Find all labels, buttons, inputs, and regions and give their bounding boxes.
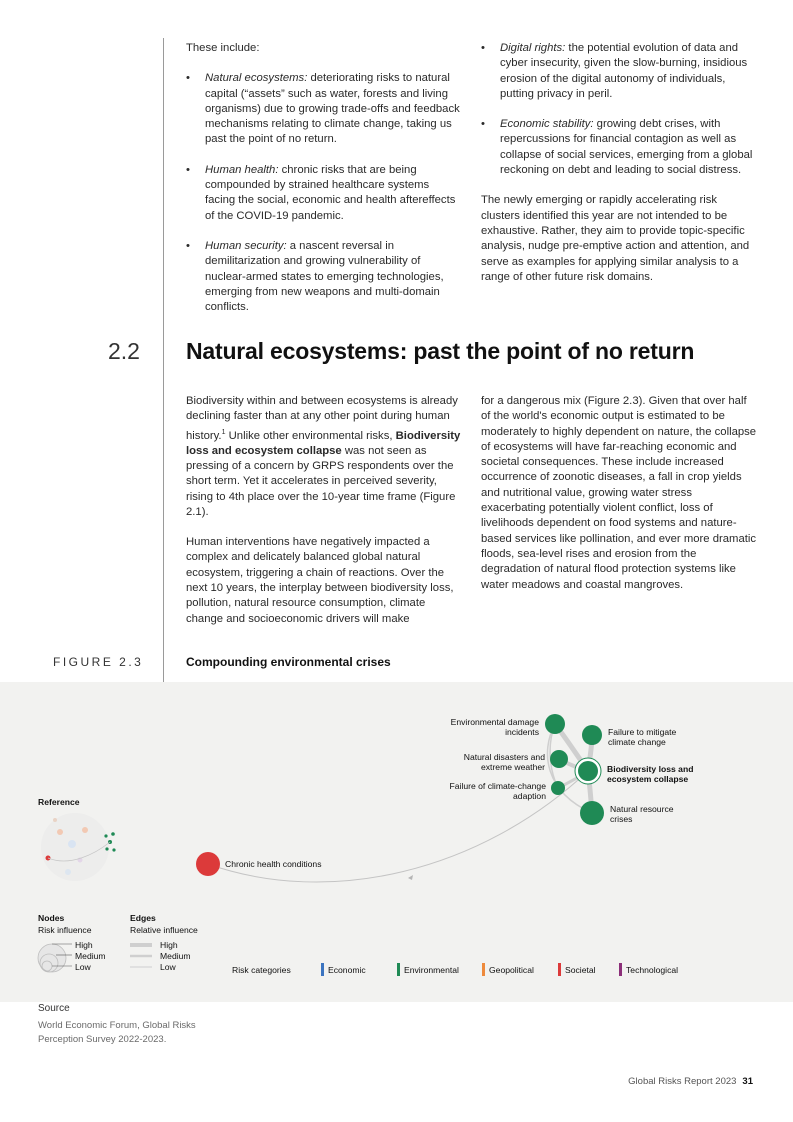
list-item: • Human security: a nascent reversal in demilitarization and growing vulnerability of nuclear-armed states to emerging technologies, emerging from new weapons and multi-domain conflicts. (186, 239, 461, 315)
section-title: Natural ecosystems: past the point of no return (186, 338, 695, 364)
legend-category-geopolitical: Geopolitical (489, 965, 534, 975)
list-item: • Digital rights: the potential evolution of data and cyber insecurity, given the slow-burning, insidious erosion of the digital autonomy of individuals, putting privacy in peril. (481, 41, 756, 102)
label-chronic-health: Chronic health conditions (225, 859, 322, 869)
legend-edge-medium: Medium (160, 951, 191, 961)
reference-dot (53, 818, 57, 822)
legend-nodes-title: Nodes (38, 913, 65, 923)
label-env-damage: Environmental damage incidents (450, 717, 539, 737)
intro-left-column (186, 41, 461, 315)
legend-node-medium: Medium (75, 951, 106, 961)
label-biodiversity: Biodiversity loss and ecosystem collapse (607, 764, 694, 784)
swatch-geopolitical (482, 963, 485, 976)
reference-label: Reference (38, 797, 80, 807)
reference-dot (68, 840, 76, 848)
edge-arrow (408, 875, 413, 880)
risk-cluster-list-left (186, 71, 461, 315)
node-resources (580, 801, 604, 825)
reference-dot (104, 834, 107, 837)
label-climate-fail: Failure to mitigate climate change (608, 727, 677, 747)
reference-dot (111, 832, 115, 836)
intro-lead: These include: (186, 42, 260, 54)
figure-panel (0, 682, 793, 1002)
label-disasters: Natural disasters and extreme weather (463, 752, 545, 772)
reference-dot (57, 829, 63, 835)
node-biodiversity (578, 761, 598, 781)
legend-edges-subtitle: Relative influence (130, 925, 198, 935)
footer-report-title: Global Risks Report 2023 (628, 1076, 737, 1087)
reference-thumbnail (41, 813, 116, 881)
legend-category-economic: Economic (328, 965, 366, 975)
source-text: World Economic Forum, Global Risks Perception Survey 2022-2023. (38, 1020, 196, 1045)
node-disasters (550, 750, 568, 768)
label-adaptation: Failure of climate-change adaption (449, 781, 546, 801)
intro-closing-paragraph: The newly emerging or rapidly accelerating risk clusters identified this year are not intended to be exhaustive. Rather, they aim to provide topic-specific analysis, nudge pre-emptive action and attention, and serve as examples for applying similar analysis to a range of other future risk domains. (481, 194, 750, 283)
legend-edges-title: Edges (130, 913, 156, 923)
list-item: • Natural ecosystems: deteriorating risks to natural capital (“assets” such as water, forests and living organisms) due to growing trade-offs and feedback mechanisms relating to climate change, taking us past the point of no return. (186, 71, 461, 147)
section-paragraph-1: Biodiversity within and between ecosystems is already declining faster than at any other point during human history.$^1$ Unlike other environmental risks, Biodiversity loss and ecosystem collapse was not seen as pressing of a concern by GRPS respondents over the short term. Yet it accelerates in perceived severity, rising to 4th place over the 10-year time frame (Figure 2.1). (186, 395, 461, 518)
swatch-societal (558, 963, 561, 976)
reference-dot (112, 848, 115, 851)
legend-edge-low: Low (160, 962, 176, 972)
edge-width-legend (130, 945, 152, 967)
legend-category-environmental: Environmental (404, 965, 459, 975)
section-number: 2.2 (108, 338, 140, 364)
swatch-technological (619, 963, 622, 976)
node-adaptation (551, 781, 565, 795)
legend-edge-high: High (160, 940, 178, 950)
legend-category-societal: Societal (565, 965, 596, 975)
node-climate-fail (582, 725, 602, 745)
legend-category-technological: Technological (626, 965, 679, 975)
reference-dot (105, 847, 108, 850)
section-right-column (481, 394, 759, 593)
list-item: • Economic stability: growing debt crises, with repercussions for financial contagion as well as collapse of social services, emerging from a global reckoning on debt and leading to social distress. (481, 117, 756, 178)
legend-node-low: Low (75, 962, 91, 972)
column-divider (163, 38, 164, 682)
swatch-environmental (397, 963, 400, 976)
figure-title: Compounding environmental crises (186, 655, 391, 669)
list-item: • Human health: chronic risks that are being compounded by strained healthcare systems facing the social, economic and health aftereffects of the COVID-19 pandemic. (186, 163, 461, 224)
section-paragraph-3: for a dangerous mix (Figure 2.3). Given that over half of the world's economic output is estimated to be moderately to highly dependent on nature, the collapse of ecosystems will have far-reaching economic and societal consequences. These include increased occurrence of zoonotic diseases, a fall in crop yields and nutritional value, growing water stress exacerbating potentially violent conflict, loss of livelihoods dependent on food systems and nature-based services like pollination, and ever more dramatic floods, sea-level rises and erosion from the degradation of natural flood protection systems like water meadows and coastal mangroves. (481, 395, 757, 591)
swatch-economic (321, 963, 324, 976)
figure-label: FIGURE 2.3 (53, 655, 144, 669)
reference-halo (41, 813, 109, 881)
intro-right-column (481, 41, 756, 285)
node-chronic-health (196, 852, 220, 876)
legend-nodes-subtitle: Risk influence (38, 925, 92, 935)
source-heading: Source (38, 1003, 70, 1014)
label-resources: Natural resource crises (610, 804, 674, 824)
reference-dot (65, 869, 71, 875)
node-env-damage (545, 714, 565, 734)
page-footer (628, 1076, 753, 1087)
reference-dot (82, 827, 88, 833)
node-size-legend (38, 944, 72, 972)
risk-cluster-list-right (481, 41, 756, 178)
section-left-column (186, 394, 461, 627)
legend-node-high: High (75, 940, 93, 950)
section-paragraph-2: Human interventions have negatively impacted a complex and delicately balanced global natural ecosystem, triggering a chain of reactions. Over the next 10 years, the interplay between biodiversity loss, pollution, natural resource consumption, climate change and socioeconomic drivers will make (186, 536, 454, 625)
legend-categories-label: Risk categories (232, 965, 291, 975)
page-number: 31 (742, 1076, 753, 1087)
